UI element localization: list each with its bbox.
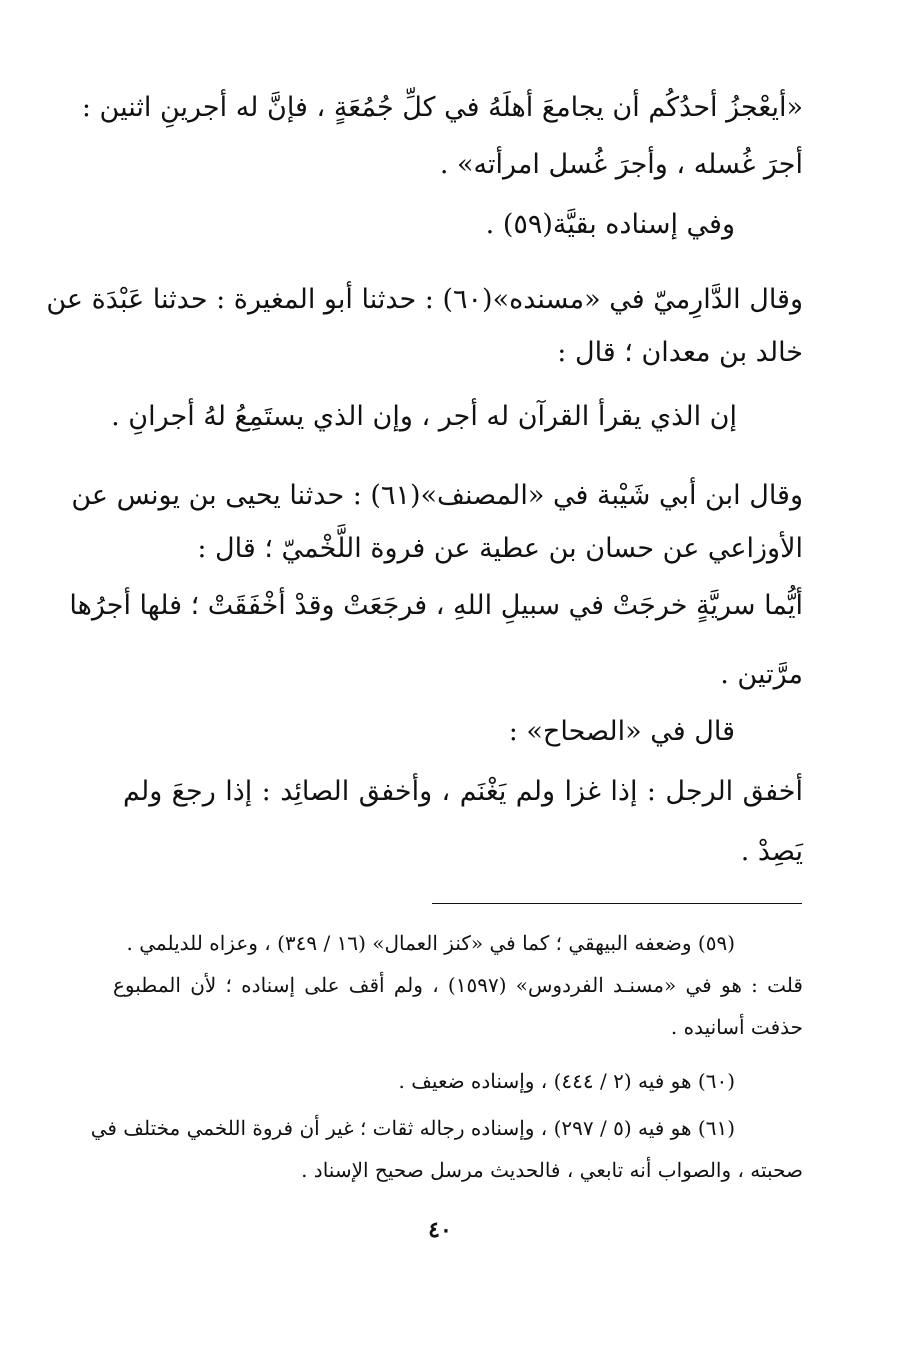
paragraph-5-line-2: الأوزاعي عن حسان بن عطية عن فروة اللَّخْميّ ؛ قال : xyxy=(197,533,803,564)
paragraph-1-line-2: أجرَ غُسله ، وأجرَ غُسل امرأته» . xyxy=(439,149,803,180)
footnote-59-line-2: قلت : هو في «مسنـد الفردوس» (١٥٩٧) ، ولم أقف على إسناده ؛ لأن المطبوع xyxy=(113,973,803,997)
paragraph-7: قال في «الصحاح» : xyxy=(508,716,735,747)
paragraph-6-line-2: مرَّتين . xyxy=(720,659,803,690)
paragraph-2: وفي إسناده بقيَّة(٥٩) . xyxy=(485,209,735,240)
paragraph-8-line-1: أخفق الرجل : إذا غزا ولم يَغْنَم ، وأخفق الصائِد : إذا رجعَ ولم xyxy=(123,776,803,807)
footnote-separator xyxy=(432,903,802,904)
footnote-59-line-3: حذفت أسانيده . xyxy=(670,1015,803,1039)
paragraph-3-line-2: خالد بن معدان ؛ قال : xyxy=(557,337,803,368)
footnote-59-line-1: (٥٩) وضعفه البيهقي ؛ كما في «كنز العمال» (١٦ / ٣٤٩) ، وعزاه للديلمي . xyxy=(126,931,735,955)
paragraph-8-line-2: يَصِدْ . xyxy=(740,836,803,867)
footnote-60: (٦٠) هو فيه (٢ / ٤٤٤) ، وإسناده ضعيف . xyxy=(398,1069,735,1093)
footnote-61-line-2: صحبته ، والصواب أنه تابعي ، فالحديث مرسل صحيح الإسناد . xyxy=(301,1158,803,1182)
paragraph-5-line-1: وقال ابن أبي شَيْبة في «المصنف»(٦١) : حدثنا يحيى بن يونس عن xyxy=(71,480,803,511)
footnote-61-line-1: (٦١) هو فيه (٥ / ٢٩٧) ، وإسناده رجاله ثقات ؛ غير أن فروة اللخمي مختلف في xyxy=(90,1116,735,1140)
paragraph-1-line-1: «أيعْجزُ أحدُكُم أن يجامعَ أهلَهُ في كلِّ جُمُعَةٍ ، فإنَّ له أجرينِ اثنين : xyxy=(81,92,803,123)
paragraph-6-line-1: أيُّما سريَّةٍ خرجَتْ في سبيلِ اللهِ ، فرجَعَتْ وقدْ أخْفَقَتْ ؛ فلها أجرُها xyxy=(69,590,803,621)
paragraph-3-line-1: وقال الدَّارِميّ في «مسنده»(٦٠) : حدثنا أبو المغيرة : حدثنا عَبْدَة عن xyxy=(46,284,803,315)
page-number: ٤٠ xyxy=(428,1217,452,1243)
paragraph-4: إن الذي يقرأ القرآن له أجر ، وإن الذي يستَمِعُ لهُ أجرانِ . xyxy=(111,401,737,432)
